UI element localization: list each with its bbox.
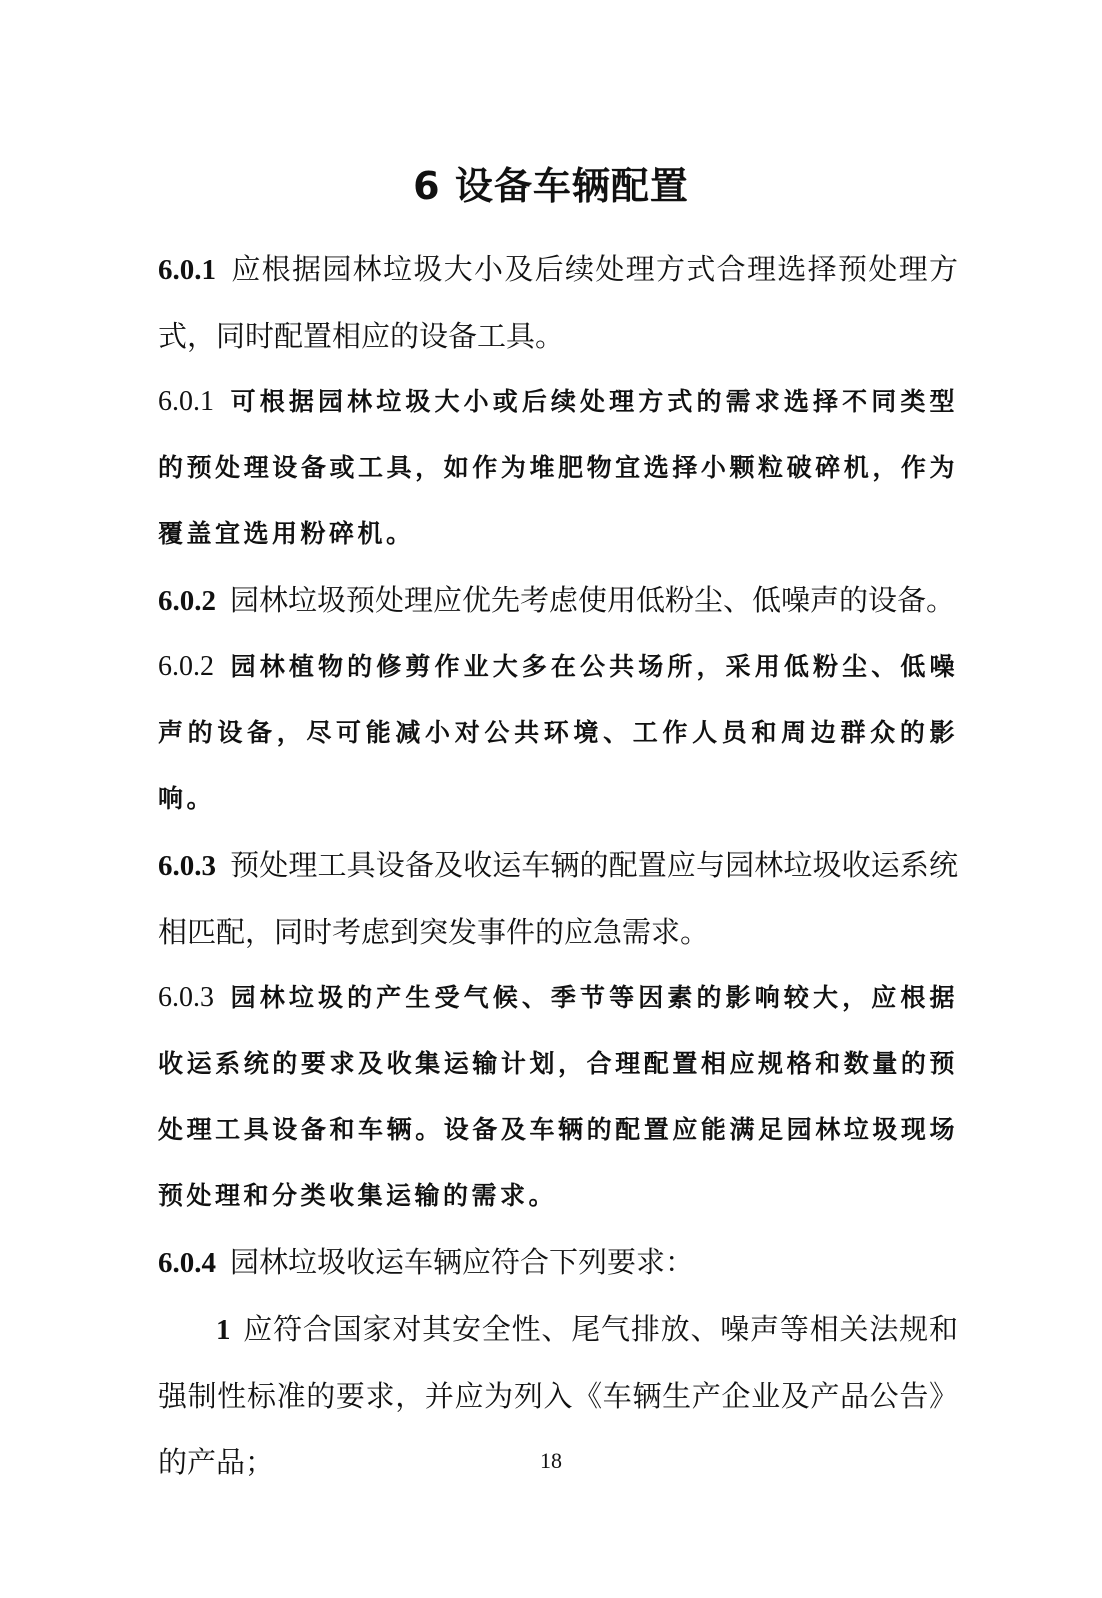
note-6-0-3: [158, 965, 958, 1229]
page-number: 18: [540, 1448, 562, 1473]
note-number: 6.0.2: [158, 651, 214, 682]
clause-6-0-3: [158, 832, 958, 965]
item-number: 1: [216, 1314, 231, 1346]
note-6-0-2: [158, 634, 958, 832]
clause-number: 6.0.2: [158, 585, 216, 617]
chapter-body: [158, 236, 958, 1495]
clause-number: 6.0.3: [158, 850, 216, 882]
clause-6-0-2: [158, 567, 958, 634]
clause-text: 园林垃圾收运车辆应符合下列要求：: [230, 1245, 695, 1279]
clause-6-0-4: [158, 1229, 958, 1296]
note-text: 园林植物的修剪作业大多在公共场所，采用低粉尘、低噪声的设备，尽可能减小对公共环境、工作人员和周边群众的影响。: [158, 652, 958, 813]
note-text: 可根据园林垃圾大小或后续处理方式的需求选择不同类型的预处理设备或工具，如作为堆肥物宜选择小颗粒破碎机，作为覆盖宜选用粉碎机。: [158, 387, 958, 548]
item-text: 应符合国家对其安全性、尾气排放、噪声等相关法规和强制性标准的要求，并应为列入《车辆生产企业及产品公告》的产品；: [158, 1312, 958, 1479]
note-number: 6.0.3: [158, 982, 214, 1013]
clause-6-0-1: [158, 236, 958, 369]
clause-text: 园林垃圾预处理应优先考虑使用低粉尘、低噪声的设备。: [230, 583, 956, 617]
clause-text: 应根据园林垃圾大小及后续处理方式合理选择预处理方式，同时配置相应的设备工具。: [158, 252, 958, 353]
clause-number: 6.0.4: [158, 1247, 216, 1279]
chapter-title: 6 设备车辆配置: [413, 164, 689, 208]
clause-text: 预处理工具设备及收运车辆的配置应与园林垃圾收运系统相匹配，同时考虑到突发事件的应急需求。: [158, 848, 958, 949]
clause-number: 6.0.1: [158, 254, 216, 286]
note-text: 园林垃圾的产生受气候、季节等因素的影响较大，应根据收运系统的要求及收集运输计划，合理配置相应规格和数量的预处理工具设备和车辆。设备及车辆的配置应能满足园林垃圾现场预处理和分类收集运输的需求。: [158, 983, 958, 1210]
note-number: 6.0.1: [158, 386, 214, 417]
note-6-0-1: [158, 369, 958, 567]
